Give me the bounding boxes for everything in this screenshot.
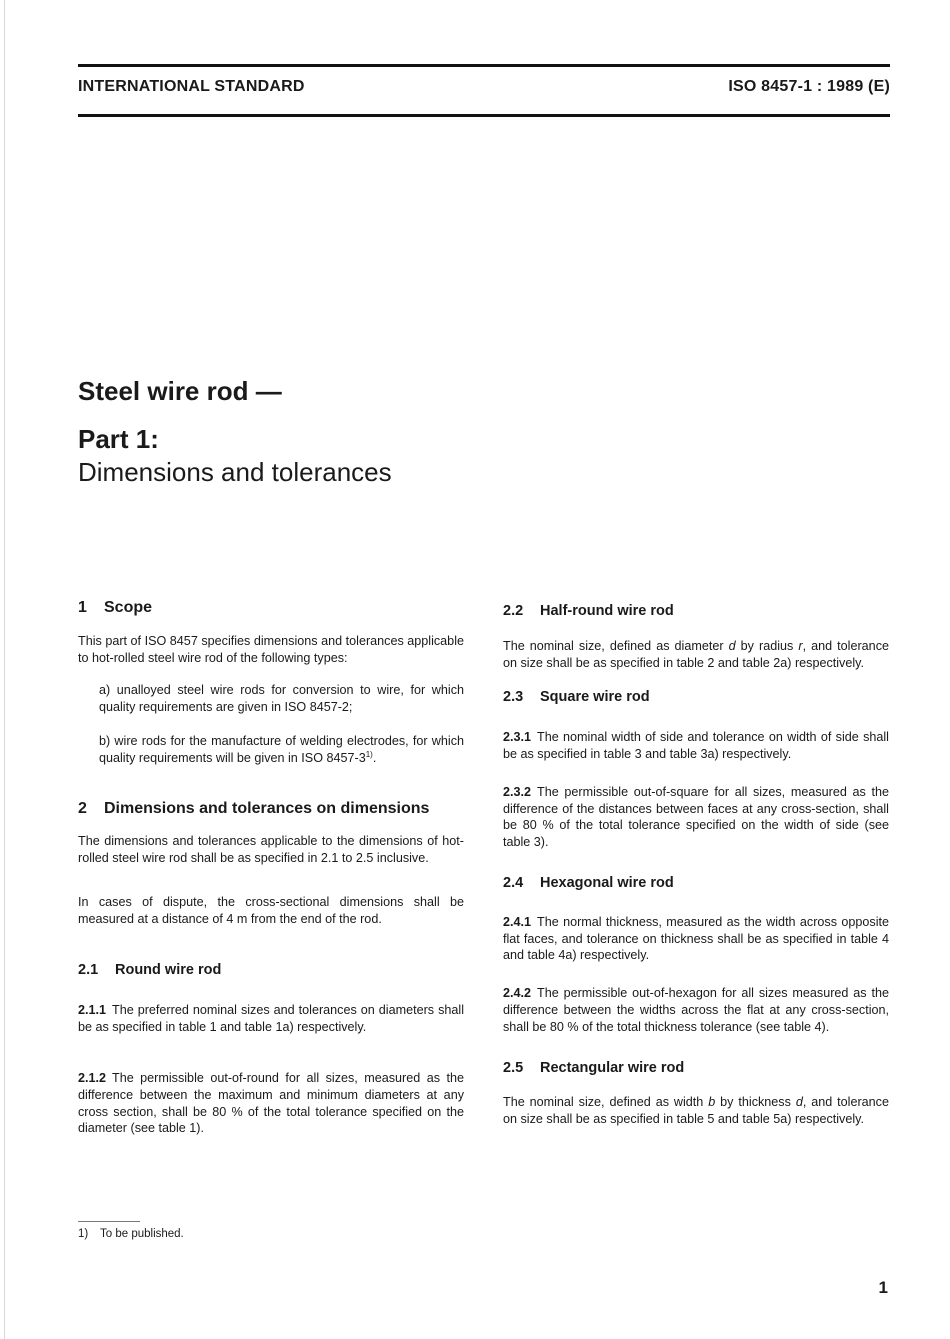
text-run: by thickness [715, 1095, 796, 1110]
symbol-r: r [798, 638, 803, 653]
clause-text: The permissible out-of-round for all sizes, measured as the difference between the maximum and minimum diameters at any cross section, shall be 80 % of the total tolerance specified on the diameter (see table 1). [78, 1070, 464, 1136]
section-2-3-heading [503, 689, 889, 706]
footnote-text: To be published. [100, 1228, 184, 1240]
section-title: Round wire rod [115, 961, 222, 978]
symbol-d: d [795, 1095, 803, 1110]
right-column [503, 603, 889, 1128]
clause-number: 2.4.2 [503, 986, 532, 1001]
symbol-d: d [728, 638, 736, 653]
symbol-b: b [708, 1095, 716, 1110]
header-rule-top [78, 64, 890, 67]
section-title: Scope [104, 599, 153, 616]
section-2-paragraph-1: The dimensions and tolerances applicable to the dimensions of hot-rolled steel wire rod shall be as specified in 2.1 to 2.5 inclusive. [78, 834, 464, 866]
clause-number: 2.1.1 [78, 1003, 107, 1018]
text-run: , and tolerance on size shall be as specified in table 5 and table 5a) respectively. [503, 1095, 889, 1127]
section-number: 2.4 [503, 874, 524, 891]
clause-text: The preferred nominal sizes and tolerances on diameters shall be as specified in table 1 and table 1a) respectively. [78, 1003, 464, 1035]
clause-text: The permissible out-of-hexagon for all sizes measured as the difference between the widths across the flat at any cross-section, shall be 80 % of the total thickness tolerance (see table 4). [503, 986, 889, 1034]
left-column [78, 600, 464, 1137]
document-subtitle: Dimensions and tolerances [78, 457, 392, 487]
clause-2-3-1 [503, 729, 889, 763]
document-part: Part 1: [78, 424, 159, 454]
scope-item-b [78, 733, 464, 767]
section-number: 1 [78, 599, 87, 616]
clause-2-4-2 [503, 985, 889, 1035]
clause-number: 2.1.2 [78, 1070, 107, 1085]
section-number: 2.1 [78, 961, 99, 978]
section-2-1-heading [78, 962, 464, 979]
footnote-mark: 1) [78, 1228, 89, 1240]
section-2-4-heading [503, 875, 889, 892]
section-2-2-paragraph [503, 638, 889, 672]
section-2-5-paragraph [503, 1094, 889, 1128]
header-rule-bottom [78, 114, 890, 117]
clause-2-1-2 [78, 1070, 464, 1137]
section-2-5-heading [503, 1060, 889, 1077]
text-run: The nominal size, defined as diameter [503, 638, 729, 653]
clause-2-1-1 [78, 1002, 464, 1036]
scope-paragraph: This part of ISO 8457 specifies dimensions and tolerances applicable to hot-rolled steel wire rod of the following types: [78, 633, 464, 665]
section-title: Hexagonal wire rod [540, 874, 674, 891]
clause-2-4-1 [503, 914, 889, 964]
section-1-heading [78, 600, 464, 617]
text-run: by radius [735, 638, 799, 653]
document-title: Steel wire rod — [78, 376, 282, 406]
scope-item-b-end: . [372, 750, 377, 765]
text-run: , and tolerance on size shall be as specified in table 2 and table 2a) respectively. [503, 638, 889, 670]
section-2-2-heading [503, 603, 889, 620]
footnote [78, 1228, 184, 1240]
text-run: The nominal size, defined as width [503, 1095, 709, 1110]
section-title: Half-round wire rod [540, 603, 674, 619]
clause-text: The permissible out-of-square for all sizes, measured as the difference of the distances between faces at any cross-section, shall be 80 % of the total tolerance specified on the width of side (see table 3). [503, 784, 889, 850]
page-number: 1 [878, 1278, 888, 1297]
section-title: Dimensions and tolerances on dimensions [104, 799, 430, 817]
clause-2-3-2 [503, 784, 889, 851]
clause-text: The nominal width of side and tolerance on width of side shall be as specified in table 3 and table 3a) respectively. [503, 730, 889, 761]
section-title: Rectangular wire rod [540, 1059, 685, 1076]
section-number: 2 [78, 799, 87, 817]
clause-text: The normal thickness, measured as the width across opposite flat faces, and tolerance on thickness shall be as specified in table 4 and table 4a) respectively. [503, 914, 889, 963]
scope-item-b-text: b) wire rods for the manufacture of welding electrodes, for which quality requirements will be given in ISO 8457-3 [99, 733, 464, 765]
scan-edge-line [4, 0, 5, 1339]
section-2-heading [78, 801, 464, 818]
clause-number: 2.4.1 [503, 914, 532, 929]
header-standard-number: ISO 8457-1 : 1989 (E) [728, 78, 890, 95]
scope-item-a: a) unalloyed steel wire rods for conversion to wire, for which quality requirements are given in ISO 8457-2; [99, 683, 464, 715]
section-number: 2.5 [503, 1059, 524, 1076]
header-standard-type: INTERNATIONAL STANDARD [78, 78, 305, 95]
footnote-rule [78, 1221, 140, 1222]
clause-number: 2.3.1 [503, 730, 532, 745]
section-number: 2.2 [503, 603, 524, 619]
clause-number: 2.3.2 [503, 784, 532, 799]
section-2-paragraph-2: In cases of dispute, the cross-sectional dimensions shall be measured at a distance of 4 m from the end of the rod. [78, 894, 464, 926]
footnote-ref: 1) [365, 749, 373, 759]
section-number: 2.3 [503, 689, 524, 706]
section-title: Square wire rod [540, 689, 650, 706]
